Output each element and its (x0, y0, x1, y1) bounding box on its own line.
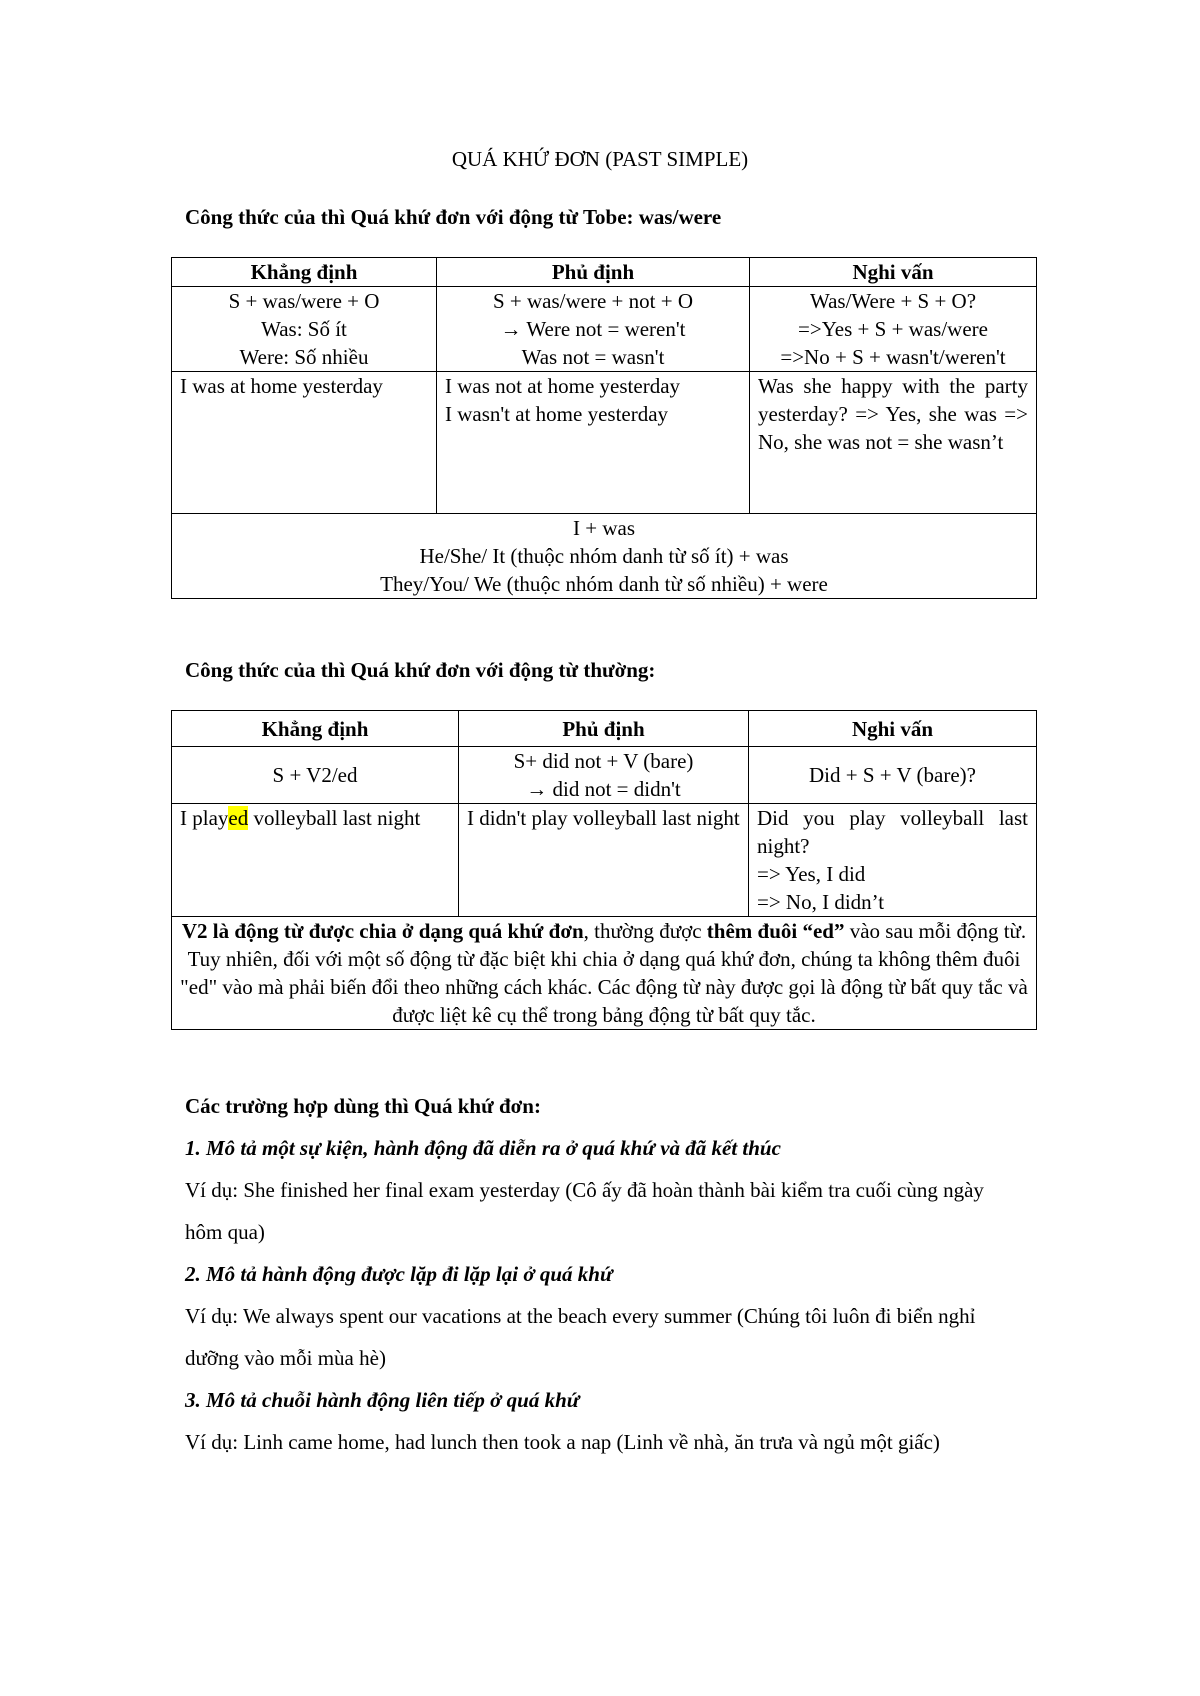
usage-case-example: Ví dụ: Linh came home, had lunch then took a nap (Linh về nhà, ăn trưa và ngủ một giấc) (185, 1430, 940, 1454)
regular-negative-example: I didn't play volleyball last night (459, 804, 749, 917)
regular-affirmative-example (172, 804, 459, 917)
usage-case-title: 3. Mô tả chuỗi hành động liên tiếp ở quá khứ (185, 1388, 580, 1412)
example-line: => No, I didn’t (757, 890, 885, 914)
regular-note (172, 917, 1037, 1030)
note-line (180, 917, 1028, 945)
tobe-heading: Công thức của thì Quá khứ đơn với động từ Tobe: was/were (185, 205, 722, 229)
tobe-affirmative-formula (172, 287, 437, 372)
table-row (172, 747, 1037, 804)
table-header-row (172, 258, 1037, 287)
bold-text: V2 là động từ được chia ở dạng quá khứ đơn (181, 919, 584, 943)
tobe-negative-example (437, 372, 750, 514)
note-line: Tuy nhiên, đối với một số động từ đặc biệt khi chia ở dạng quá khứ đơn, chúng ta không thêm đuôi "ed" vào mà phải biến đổi theo những cách khác. Các động từ này được gọi là động từ bất quy tắc và được liệt kê cụ thể trong bảng động từ bất quy tắc. (180, 947, 1028, 1027)
usage-case-example: Ví dụ: We always spent our vacations at the beach every summer (Chúng tôi luôn đi biển nghỉ dưỡng vào mỗi mùa hè) (185, 1304, 976, 1370)
formula-line: S + was/were + O (228, 289, 380, 313)
tobe-affirmative-example: I was at home yesterday (172, 372, 437, 514)
formula-line: Were: Số nhiều (239, 345, 369, 369)
regular-heading: Công thức của thì Quá khứ đơn với động từ thường: (185, 658, 656, 682)
header-negative: Phủ định (459, 711, 749, 747)
note-line: I + was (573, 516, 635, 540)
formula-line: S + was/were + not + O (492, 289, 693, 313)
regular-table (171, 710, 1037, 1030)
note-line: He/She/ It (thuộc nhóm danh từ số ít) + was (419, 544, 789, 568)
highlighted-suffix: ed (228, 806, 249, 830)
note-text: , thường được (583, 919, 707, 943)
regular-negative-formula (459, 747, 749, 804)
table-row (172, 917, 1037, 1030)
regular-question-formula: Did + S + V (bare)? (749, 747, 1037, 804)
table-row (172, 287, 1037, 372)
example-text: I play (180, 806, 229, 830)
tobe-note (172, 514, 1037, 599)
note-line: They/You/ We (thuộc nhóm danh từ số nhiều) + were (380, 572, 828, 596)
header-question: Nghi vấn (750, 258, 1037, 287)
formula-line: =>No + S + wasn't/weren't (780, 345, 1006, 369)
formula-line: Was/Were + S + O? (809, 289, 977, 313)
regular-affirmative-formula: S + V2/ed (172, 747, 459, 804)
header-affirmative: Khẳng định (172, 258, 437, 287)
formula-line: → Were not = weren't (500, 317, 686, 341)
usage-heading: Các trường hợp dùng thì Quá khứ đơn: (185, 1094, 541, 1118)
table-row (172, 372, 1037, 514)
tobe-question-formula (750, 287, 1037, 372)
table-row (172, 514, 1037, 599)
formula-line: =>Yes + S + was/were (798, 317, 988, 341)
table-header-row (172, 711, 1037, 747)
formula-line: S+ did not + V (bare) (513, 749, 694, 773)
example-text: volleyball last night (248, 806, 421, 830)
usage-case-example: Ví dụ: She finished her final exam yesterday (Cô ấy đã hoàn thành bài kiểm tra cuối cùng ngày hôm qua) (185, 1178, 984, 1244)
formula-line: → did not = didn't (526, 777, 681, 801)
bold-text: thêm đuôi “ed” (706, 919, 845, 943)
header-negative: Phủ định (437, 258, 750, 287)
note-text: vào sau mỗi động từ. (844, 919, 1027, 943)
header-question: Nghi vấn (749, 711, 1037, 747)
header-affirmative: Khẳng định (172, 711, 459, 747)
table-row (172, 804, 1037, 917)
page-title: QUÁ KHỨ ĐƠN (PAST SIMPLE) (451, 147, 749, 171)
tobe-table (171, 257, 1037, 599)
usage-case-title: 2. Mô tả hành động được lặp đi lặp lại ở quá khứ (185, 1262, 613, 1286)
formula-line: Was not = wasn't (521, 345, 665, 369)
example-line: I wasn't at home yesterday (445, 402, 669, 426)
example-line: Did you play volleyball last night? (757, 806, 1028, 858)
regular-question-example (749, 804, 1037, 917)
tobe-negative-formula (437, 287, 750, 372)
usage-section (185, 1085, 1015, 1463)
tobe-question-example: Was she happy with the party yesterday? => Yes, she was => No, she was not = she wasn’t (750, 372, 1037, 514)
formula-line: Was: Số ít (261, 317, 347, 341)
usage-case-title: 1. Mô tả một sự kiện, hành động đã diễn ra ở quá khứ và đã kết thúc (185, 1136, 781, 1160)
example-line: I was not at home yesterday (445, 374, 681, 398)
example-line: => Yes, I did (757, 862, 866, 886)
